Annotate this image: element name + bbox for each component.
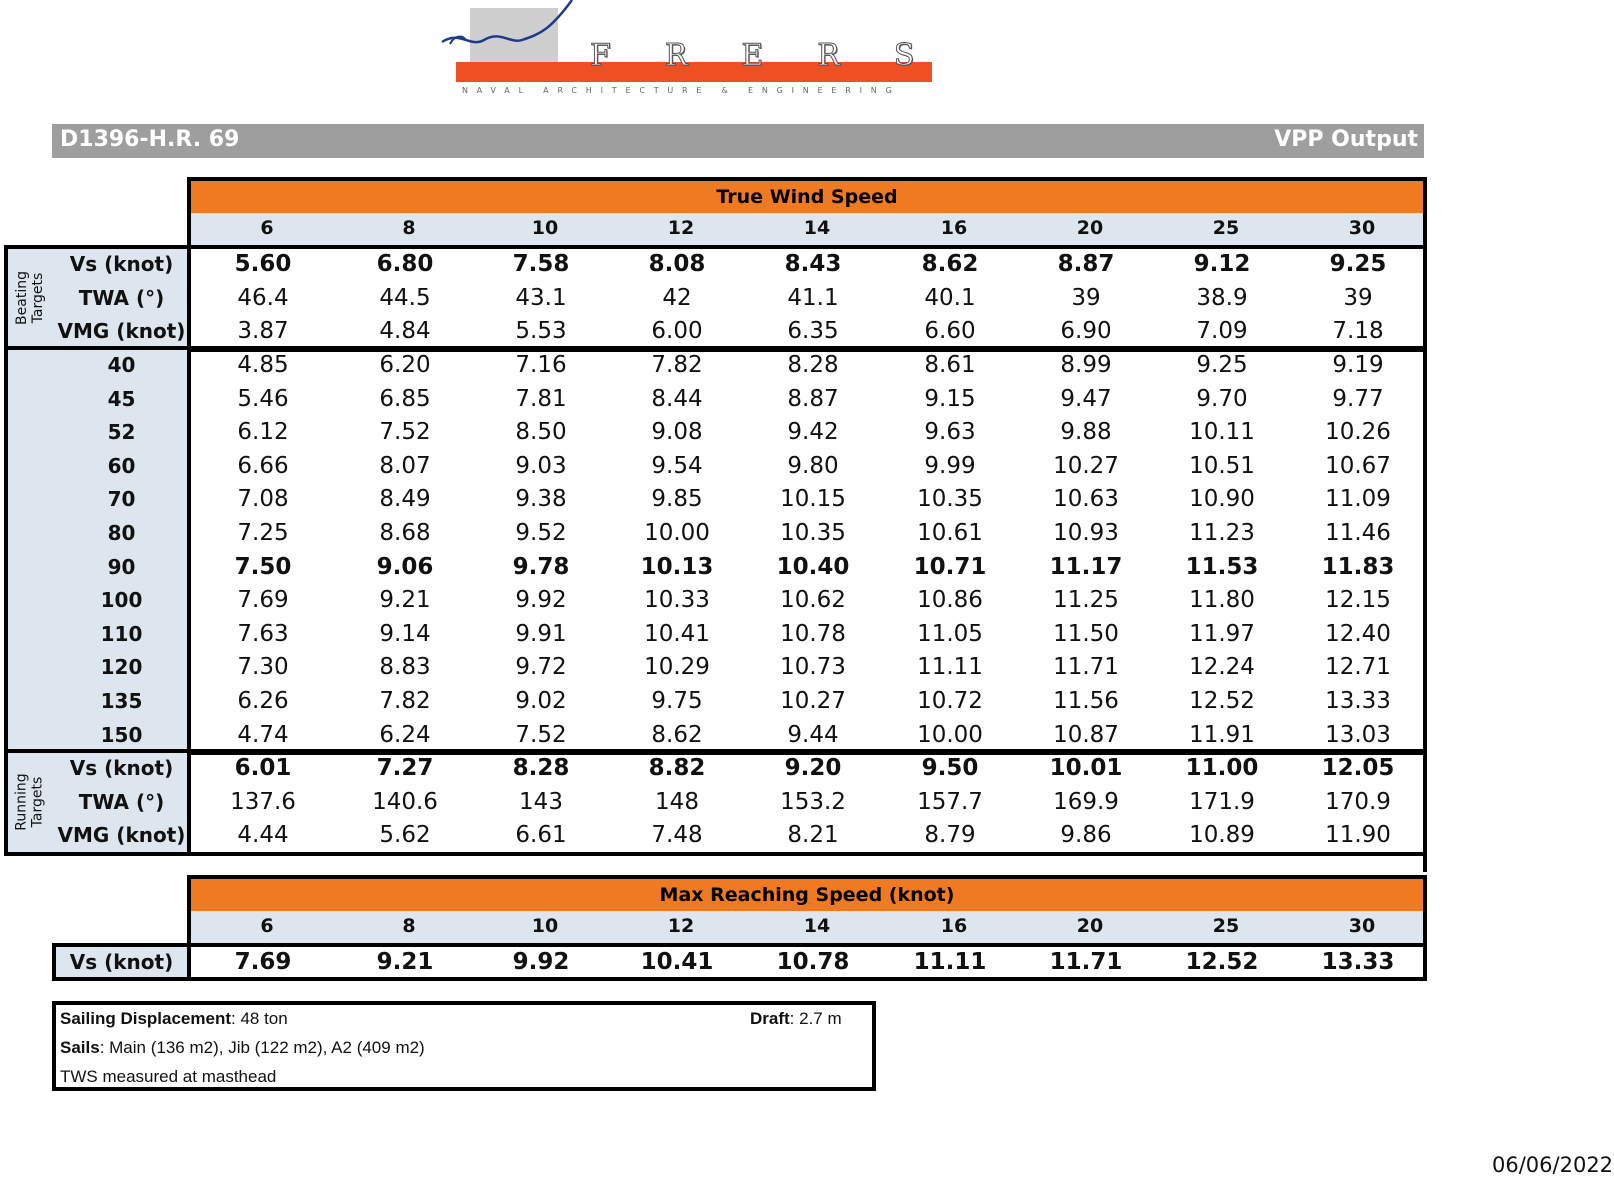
polar-cell: 11.05 <box>917 620 983 647</box>
polar-cell: 10.63 <box>1053 486 1119 513</box>
reach-cell: 10.41 <box>640 949 714 975</box>
polar-cell: 10.86 <box>917 587 983 614</box>
polar-cell: 8.07 <box>379 452 431 479</box>
polar-cell: 10.29 <box>644 654 710 681</box>
running-cell: 169.9 <box>1053 788 1119 815</box>
polar-cell: 8.49 <box>379 486 431 513</box>
beating-cell: 42 <box>662 284 692 311</box>
running-cell: 9.20 <box>784 755 842 781</box>
polar-row-label: 70 <box>107 487 136 512</box>
running-cell: 171.9 <box>1189 788 1255 815</box>
polar-cell: 6.85 <box>379 385 431 412</box>
polar-cell: 8.62 <box>651 721 703 748</box>
polar-cell: 7.50 <box>234 553 292 580</box>
polar-cell: 8.61 <box>924 352 976 378</box>
polar-cell: 9.91 <box>515 620 567 647</box>
reach-tws-row <box>187 911 1427 943</box>
beating-cell: 40.1 <box>924 284 976 311</box>
polar-cell: 10.35 <box>917 486 983 513</box>
polar-cell: 6.66 <box>237 452 289 479</box>
running-cell: 6.01 <box>234 755 292 781</box>
polar-cell: 10.61 <box>917 520 983 546</box>
displacement-label: Sailing Displacement <box>60 1009 231 1028</box>
tws-value: 6 <box>260 217 274 239</box>
beating-cell: 6.60 <box>924 318 976 345</box>
polar-row-label: 45 <box>107 386 136 411</box>
running-cell: 7.27 <box>376 755 434 781</box>
polar-cell: 6.20 <box>379 352 431 378</box>
polar-cell: 11.53 <box>1185 553 1259 580</box>
beating-cell: 8.62 <box>921 251 979 277</box>
header-bar <box>52 124 1424 158</box>
running-cell: 10.01 <box>1049 755 1123 781</box>
running-cell: 8.82 <box>648 755 706 781</box>
running-cell: 140.6 <box>372 788 438 815</box>
polar-cell: 11.56 <box>1053 688 1119 714</box>
polar-row-label: 60 <box>107 453 136 478</box>
tws-value: 14 <box>803 217 831 239</box>
reach-header: Max Reaching Speed (knot) <box>187 875 1427 911</box>
polar-cell: 8.99 <box>1060 352 1112 378</box>
polar-cell: 9.77 <box>1332 385 1384 412</box>
running-row-label: Vs (knot) <box>69 756 174 780</box>
tws-value: 25 <box>1212 217 1240 239</box>
tws-note: TWS measured at masthead <box>60 1067 277 1086</box>
displacement-line <box>60 1009 288 1029</box>
polar-cell: 8.87 <box>787 385 839 412</box>
beating-cell: 7.09 <box>1196 318 1248 345</box>
polar-cell: 11.46 <box>1325 520 1391 546</box>
polar-cell: 7.63 <box>237 620 289 647</box>
polar-cell: 8.83 <box>379 654 431 681</box>
polar-row-label: 120 <box>100 655 143 680</box>
beating-cell: 4.84 <box>379 318 431 345</box>
polar-cell: 9.72 <box>515 654 567 681</box>
running-cell: 12.05 <box>1321 755 1395 781</box>
polar-cell: 13.33 <box>1325 688 1391 714</box>
reach-tws-value: 16 <box>940 915 968 937</box>
polar-cell: 7.25 <box>237 520 289 546</box>
tws-value: 30 <box>1348 217 1376 239</box>
sails-label: Sails <box>60 1038 100 1057</box>
polar-cell: 9.03 <box>515 452 567 479</box>
polar-cell: 11.17 <box>1049 553 1123 580</box>
polar-cell: 9.75 <box>651 688 703 714</box>
running-cell: 137.6 <box>230 788 296 815</box>
beating-cell: 7.58 <box>512 251 570 277</box>
polar-cell: 8.44 <box>651 385 703 412</box>
polar-cell: 10.87 <box>1053 721 1119 748</box>
tws-header: True Wind Speed <box>187 177 1427 213</box>
beating-group-label: Beating Targets <box>14 271 46 326</box>
polar-cell: 11.09 <box>1325 486 1391 513</box>
beating-cell: 5.60 <box>234 251 292 277</box>
polar-cell: 12.15 <box>1325 587 1391 614</box>
polar-row-label: 40 <box>107 353 136 377</box>
running-cell: 8.21 <box>787 822 839 849</box>
polar-cell: 9.19 <box>1332 352 1384 378</box>
polar-cell: 10.27 <box>780 688 846 714</box>
polar-cell: 11.25 <box>1053 587 1119 614</box>
reach-tws-value: 30 <box>1348 915 1376 937</box>
logo-tagline: NAVAL ARCHITECTURE & ENGINEERING <box>462 86 901 95</box>
polar-cell: 4.85 <box>237 352 289 378</box>
polar-cell: 9.99 <box>924 452 976 479</box>
reach-tws-value: 8 <box>402 915 416 937</box>
polar-cell: 11.71 <box>1053 654 1119 681</box>
polar-cell: 12.24 <box>1189 654 1255 681</box>
polar-group <box>4 346 56 755</box>
polar-cell: 9.92 <box>515 587 567 614</box>
draft-value: : 2.7 m <box>789 1009 842 1028</box>
running-cell: 148 <box>655 788 699 815</box>
polar-cell: 10.40 <box>776 553 850 580</box>
beating-cell: 8.43 <box>784 251 842 277</box>
beating-cell: 39 <box>1071 284 1101 311</box>
reach-tws-value: 25 <box>1212 915 1240 937</box>
running-cell: 5.62 <box>379 822 431 849</box>
polar-cell: 10.90 <box>1189 486 1255 513</box>
polar-cell: 9.06 <box>376 553 434 580</box>
polar-cell: 10.13 <box>640 553 714 580</box>
displacement-value: : 48 ton <box>231 1009 288 1028</box>
polar-cell: 8.28 <box>787 352 839 378</box>
polar-cell: 10.51 <box>1189 452 1255 479</box>
reach-cell: 12.52 <box>1185 949 1259 975</box>
polar-cell: 10.67 <box>1325 452 1391 479</box>
polar-cell: 13.03 <box>1325 721 1391 748</box>
beating-cell: 6.35 <box>787 318 839 345</box>
beating-cell: 44.5 <box>379 284 431 311</box>
polar-cell: 11.11 <box>917 654 983 681</box>
polar-cell: 12.40 <box>1325 620 1391 647</box>
polar-cell: 11.50 <box>1053 620 1119 647</box>
polar-cell: 10.11 <box>1189 419 1255 446</box>
polar-row-label: 150 <box>100 722 143 747</box>
beating-cell: 6.00 <box>651 318 703 345</box>
polar-row-label: 52 <box>107 420 136 445</box>
running-cell: 153.2 <box>780 788 846 815</box>
reach-tws-value: 10 <box>531 915 559 937</box>
polar-cell: 9.47 <box>1060 385 1112 412</box>
polar-cell: 10.00 <box>917 721 983 748</box>
draft-label: Draft <box>750 1009 790 1028</box>
polar-cell: 10.93 <box>1053 520 1119 546</box>
beating-cell: 39 <box>1343 284 1373 311</box>
tws-value: 8 <box>402 217 416 239</box>
sails-line <box>60 1038 425 1058</box>
notes-box <box>52 1001 876 1091</box>
running-group-label: Running Targets <box>14 773 46 832</box>
beating-cell: 38.9 <box>1196 284 1248 311</box>
running-cell: 11.00 <box>1185 755 1259 781</box>
reach-tws-value: 14 <box>803 915 831 937</box>
beating-cell: 9.12 <box>1193 251 1251 277</box>
polar-cell: 9.85 <box>651 486 703 513</box>
polar-cell: 9.38 <box>515 486 567 513</box>
reach-cell: 11.11 <box>913 949 987 975</box>
polar-cell: 11.91 <box>1189 721 1255 748</box>
polar-cell: 6.26 <box>237 688 289 714</box>
project-title: D1396-H.R. 69 <box>60 127 240 152</box>
tws-value: 20 <box>1076 217 1104 239</box>
polar-cell: 11.23 <box>1189 520 1255 546</box>
running-cell: 6.61 <box>515 822 567 849</box>
beating-cell: 6.80 <box>376 251 434 277</box>
polar-cell: 12.71 <box>1325 654 1391 681</box>
polar-cell: 9.80 <box>787 452 839 479</box>
polar-cell: 7.52 <box>515 721 567 748</box>
polar-cell: 10.15 <box>780 486 846 513</box>
running-cell: 143 <box>519 788 563 815</box>
tws-value: 10 <box>531 217 559 239</box>
polar-row-label: 100 <box>100 588 143 613</box>
running-row-label: VMG (knot) <box>57 823 186 848</box>
polar-cell: 10.00 <box>644 520 710 546</box>
polar-cell: 7.16 <box>515 352 567 378</box>
beating-cell: 3.87 <box>237 318 289 345</box>
beating-row-label: Vs (knot) <box>69 252 174 276</box>
polar-cell: 9.08 <box>651 419 703 446</box>
running-cell: 4.44 <box>237 822 289 849</box>
polar-cell: 9.02 <box>515 688 567 714</box>
table-gap-strip <box>1423 850 1427 872</box>
running-cell: 170.9 <box>1325 788 1391 815</box>
polar-row-label: 80 <box>107 521 136 545</box>
polar-cell: 10.62 <box>780 587 846 614</box>
beating-cell: 41.1 <box>787 284 839 311</box>
beating-group <box>4 245 56 352</box>
polar-cell: 9.52 <box>515 520 567 546</box>
polar-cell: 10.33 <box>644 587 710 614</box>
reach-cell: 11.71 <box>1049 949 1123 975</box>
polar-row-label: 110 <box>100 621 143 646</box>
running-cell: 157.7 <box>917 788 983 815</box>
doc-type: VPP Output <box>1274 127 1418 152</box>
running-cell: 9.50 <box>921 755 979 781</box>
beating-cell: 8.87 <box>1057 251 1115 277</box>
running-group <box>4 749 56 856</box>
polar-row-label: 90 <box>107 554 136 579</box>
polar-cell: 7.81 <box>515 385 567 412</box>
polar-cell: 9.42 <box>787 419 839 446</box>
polar-cell: 10.26 <box>1325 419 1391 446</box>
polar-cell: 9.88 <box>1060 419 1112 446</box>
reach-tws-value: 20 <box>1076 915 1104 937</box>
polar-cell: 7.52 <box>379 419 431 446</box>
polar-cell: 9.14 <box>379 620 431 647</box>
polar-cell: 7.82 <box>379 688 431 714</box>
polar-cell: 12.52 <box>1189 688 1255 714</box>
draft-line <box>750 1009 842 1029</box>
reach-cell: 7.69 <box>234 949 292 975</box>
polar-cell: 10.35 <box>780 520 846 546</box>
beating-row-label: VMG (knot) <box>57 319 186 344</box>
polar-cell: 10.27 <box>1053 452 1119 479</box>
polar-cell: 11.83 <box>1321 553 1395 580</box>
sails-value: : Main (136 m2), Jib (122 m2), A2 (409 m2) <box>99 1038 425 1057</box>
polar-cell: 7.08 <box>237 486 289 513</box>
running-row-label: TWA (°) <box>78 789 165 814</box>
polar-cell: 5.46 <box>237 385 289 412</box>
polar-cell: 9.63 <box>924 419 976 446</box>
polar-cell: 4.74 <box>237 721 289 748</box>
beating-cell: 43.1 <box>515 284 567 311</box>
beating-cell: 46.4 <box>237 284 289 311</box>
beating-cell: 7.18 <box>1332 318 1384 345</box>
beating-row-label: TWA (°) <box>78 285 165 310</box>
polar-cell: 7.69 <box>237 587 289 614</box>
polar-cell: 11.80 <box>1189 587 1255 614</box>
running-cell: 11.90 <box>1325 822 1391 849</box>
polar-cell: 10.71 <box>913 553 987 580</box>
reach-tws-value: 6 <box>260 915 274 937</box>
polar-cell: 9.21 <box>379 587 431 614</box>
running-cell: 8.79 <box>924 822 976 849</box>
reach-cell: 10.78 <box>776 949 850 975</box>
running-cell: 8.28 <box>512 755 570 781</box>
polar-cell: 10.78 <box>780 620 846 647</box>
polar-row-label: 135 <box>100 689 143 713</box>
polar-cell: 8.68 <box>379 520 431 546</box>
beating-cell: 5.53 <box>515 318 567 345</box>
logo-brand: FRERS <box>590 38 969 73</box>
polar-cell: 10.72 <box>917 688 983 714</box>
reach-cell: 9.21 <box>376 949 434 975</box>
beating-cell: 9.25 <box>1329 251 1387 277</box>
polar-cell: 9.44 <box>787 721 839 748</box>
reach-row-label: Vs (knot) <box>69 950 174 974</box>
tws-value: 16 <box>940 217 968 239</box>
beating-cell: 8.08 <box>648 251 706 277</box>
tws-values-row <box>187 213 1427 245</box>
polar-cell: 9.25 <box>1196 352 1248 378</box>
polar-cell: 9.15 <box>924 385 976 412</box>
polar-cell: 10.73 <box>780 654 846 681</box>
reach-cell: 13.33 <box>1321 949 1395 975</box>
reach-cell: 9.92 <box>512 949 570 975</box>
polar-cell: 9.78 <box>512 553 570 580</box>
polar-cell: 7.30 <box>237 654 289 681</box>
polar-cell: 11.97 <box>1189 620 1255 647</box>
polar-cell: 9.54 <box>651 452 703 479</box>
polar-cell: 6.24 <box>379 721 431 748</box>
polar-cell: 10.41 <box>644 620 710 647</box>
running-cell: 10.89 <box>1189 822 1255 849</box>
tws-value: 12 <box>667 217 695 239</box>
polar-cell: 8.50 <box>515 419 567 446</box>
running-cell: 7.48 <box>651 822 703 849</box>
footer-date: 06/06/2022 <box>1492 1153 1614 1177</box>
running-cell: 9.86 <box>1060 822 1112 849</box>
frers-logo <box>440 0 969 100</box>
polar-cell: 6.12 <box>237 419 289 446</box>
polar-cell: 7.82 <box>651 352 703 378</box>
polar-cell: 9.70 <box>1196 385 1248 412</box>
reach-tws-value: 12 <box>667 915 695 937</box>
beating-cell: 6.90 <box>1060 318 1112 345</box>
